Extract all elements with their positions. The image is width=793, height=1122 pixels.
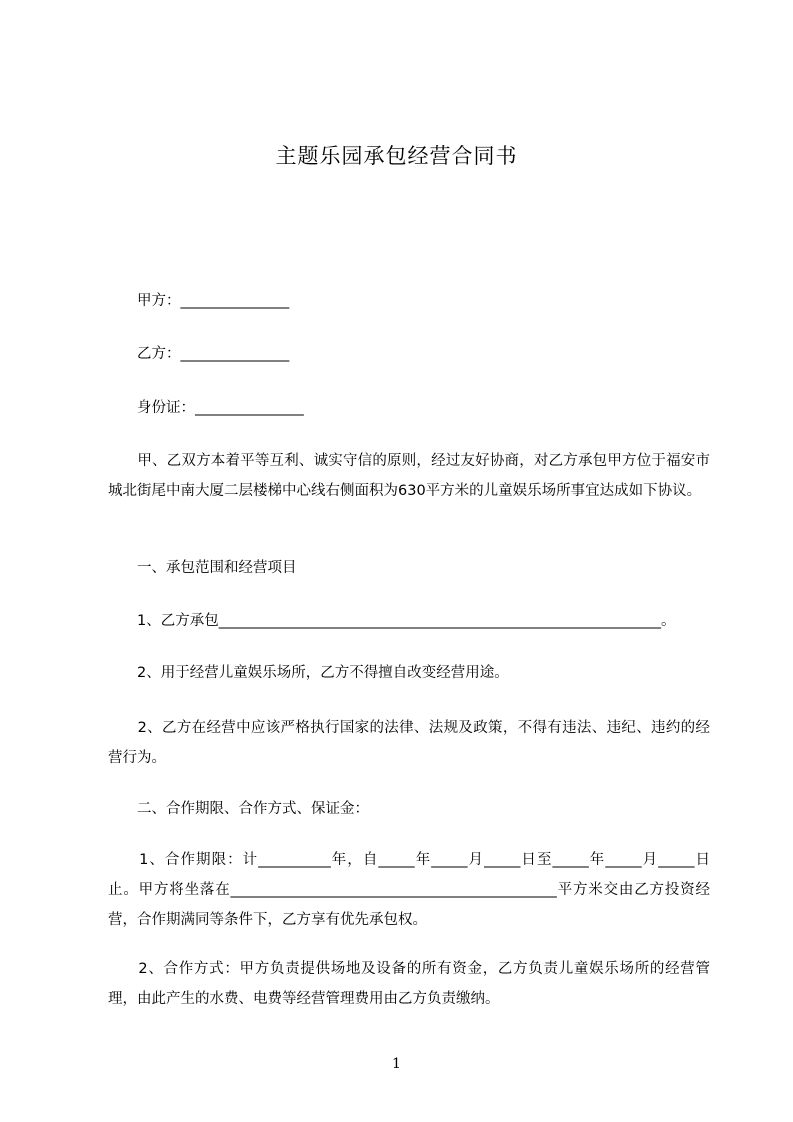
page-number: 1 (392, 1056, 401, 1072)
section-2-item-1: 1、合作期限：计__________年，自_____年_____月_____日至_____年_____月_____日止。甲方将坐落在_____________________________________________平方米交由乙方投资经营，合作期满同等条件下，乙方享有优先承包权。 (108, 852, 710, 928)
section-1-item-3: 2、乙方在经营中应该严格执行国家的法律、法规及政策，不得有违法、违纪、违约的经营行为。 (108, 720, 710, 766)
party-a-line: 甲方：_______________ (108, 293, 290, 309)
section-2-item-2: 2、合作方式：甲方负责提供场地及设备的所有资金，乙方负责儿童娱乐场所的经营管理，由此产生的水费、电费等经营管理费用由乙方负责缴纳。 (108, 961, 710, 1007)
id-card-line: 身份证：_______________ (108, 400, 304, 416)
section-1-item-2: 2、用于经营儿童娱乐场所，乙方不得擅自改变经营用途。 (108, 665, 509, 681)
party-b-line: 乙方：_______________ (108, 346, 290, 362)
intro-paragraph: 甲、乙双方本着平等互利、诚实守信的原则，经过友好协商，对乙方承包甲方位于福安市城北街尾中南大厦二层楼梯中心线右侧面积为630平方米的儿童娱乐场所事宜达成如下协议。 (108, 453, 710, 499)
section-1-heading: 一、承包范围和经营项目 (108, 560, 297, 576)
section-1-item-1: 1、乙方承包_____________________________________________________________。 (108, 613, 676, 629)
document-title: 主题乐园承包经营合同书 (275, 144, 518, 168)
section-2-heading: 二、合作期限、合作方式、保证金： (108, 801, 369, 817)
